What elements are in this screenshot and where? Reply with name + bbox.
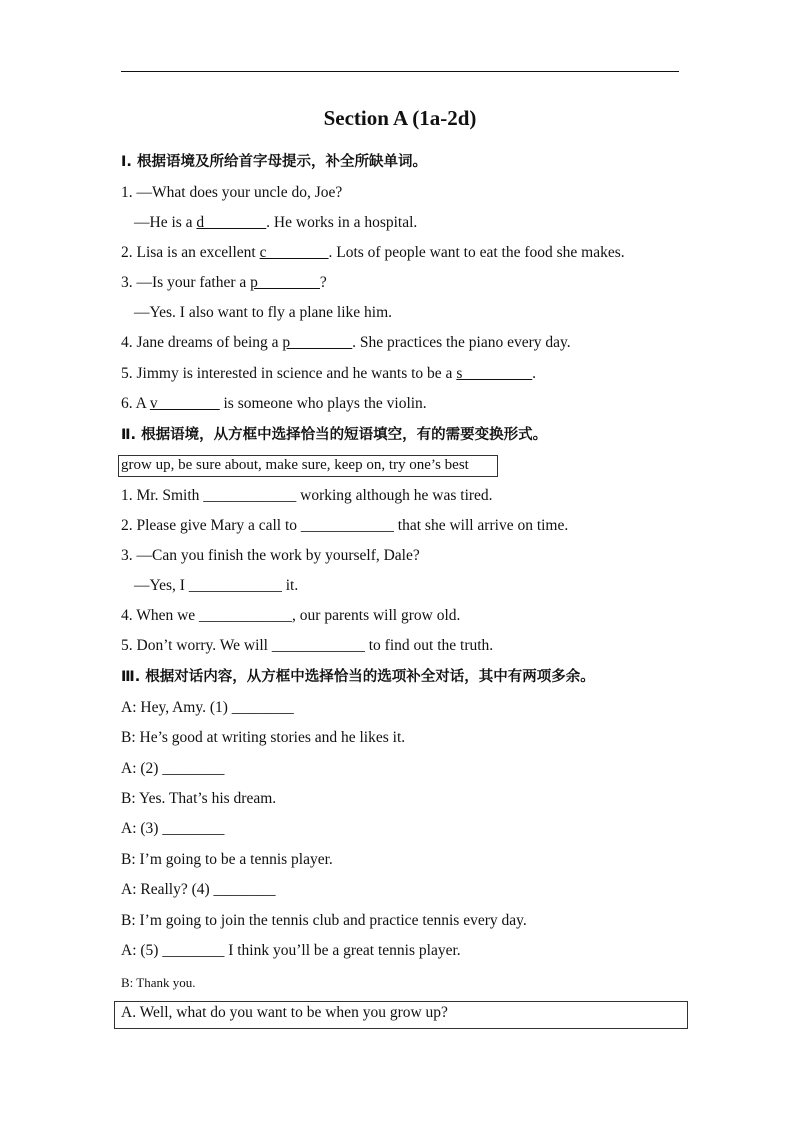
q5-blank: s_________ — [456, 365, 533, 382]
q6-text: 6. A — [121, 395, 150, 412]
q3a-blank: p________ — [250, 274, 320, 291]
q1b-text-end: . He works in a hospital. — [266, 214, 418, 231]
part1-q1b — [134, 213, 417, 233]
part1-q6 — [121, 394, 427, 414]
q6-text-end: is someone who plays the violin. — [219, 395, 427, 412]
q1b-blank: d________ — [196, 214, 267, 231]
dialog-line-2: B: He’s good at writing stories and he likes it. — [121, 729, 406, 746]
q4-text: 4. Jane dreams of being a — [121, 334, 283, 351]
part2-q2: 2. Please give Mary a call to ____________ that she will arrive on time. — [121, 517, 569, 534]
option-a: A. Well, what do you want to be when you grow up? — [121, 1004, 448, 1021]
q3a-text-end: ? — [319, 274, 327, 291]
dialog-line-8: B: I’m going to join the tennis club and practice tennis every day. — [121, 912, 527, 929]
q1b-text: —He is a — [134, 214, 197, 231]
part2-heading: Ⅱ. 根据语境，从方框中选择恰当的短语填空，有的需要变换形式。 — [121, 427, 548, 443]
dialog-line-6: B: I’m going to be a tennis player. — [121, 851, 333, 868]
part1-heading: Ⅰ. 根据语境及所给首字母提示，补全所缺单词。 — [121, 154, 427, 170]
part1-q3b: —Yes. I also want to fly a plane like him. — [134, 304, 393, 321]
q2-text: 2. Lisa is an excellent — [121, 244, 260, 261]
part1-q5 — [121, 364, 536, 384]
q2-text-end: . Lots of people want to eat the food she makes. — [328, 244, 625, 261]
part2-q3a: 3. —Can you finish the work by yourself, Dale? — [121, 547, 420, 564]
part1-q4 — [121, 333, 571, 353]
q3a-text: 3. —Is your father a — [121, 274, 251, 291]
part2-q5: 5. Don’t worry. We will ____________ to find out the truth. — [121, 637, 494, 654]
q4-text-end: . She practices the piano every day. — [352, 334, 571, 351]
q5-text: 5. Jimmy is interested in science and he wants to be a — [121, 365, 457, 382]
q6-blank: v________ — [149, 395, 220, 412]
dialog-line-9: A: (5) ________ I think you’ll be a great tennis player. — [121, 942, 461, 959]
part1-q2 — [121, 243, 625, 263]
part2-q1: 1. Mr. Smith ____________ working although he was tired. — [121, 487, 493, 504]
part1-q3a — [121, 273, 327, 293]
part3-heading: Ⅲ. 根据对话内容，从方框中选择恰当的选项补全对话，其中有两项多余。 — [121, 669, 595, 685]
top-rule — [121, 71, 679, 72]
dialog-line-5: A: (3) ________ — [121, 820, 225, 837]
dialog-line-4: B: Yes. That’s his dream. — [121, 790, 277, 807]
dialog-line-10: B: Thank you. — [121, 975, 196, 990]
part1-q1a: 1. —What does your uncle do, Joe? — [121, 184, 343, 201]
part2-q3b: —Yes, I ____________ it. — [134, 577, 299, 594]
q4-blank: p________ — [282, 334, 353, 351]
page-title: Section A (1a-2d) — [323, 106, 477, 130]
phrase-box-text: grow up, be sure about, make sure, keep on, try one’s best — [121, 457, 469, 473]
dialog-line-3: A: (2) ________ — [121, 760, 225, 777]
q2-blank: c________ — [259, 244, 329, 261]
dialog-line-7: A: Really? (4) ________ — [121, 881, 276, 898]
q5-text-end: . — [532, 365, 536, 382]
dialog-line-1: A: Hey, Amy. (1) ________ — [121, 699, 294, 716]
part2-q4: 4. When we ____________, our parents will grow old. — [121, 607, 461, 624]
